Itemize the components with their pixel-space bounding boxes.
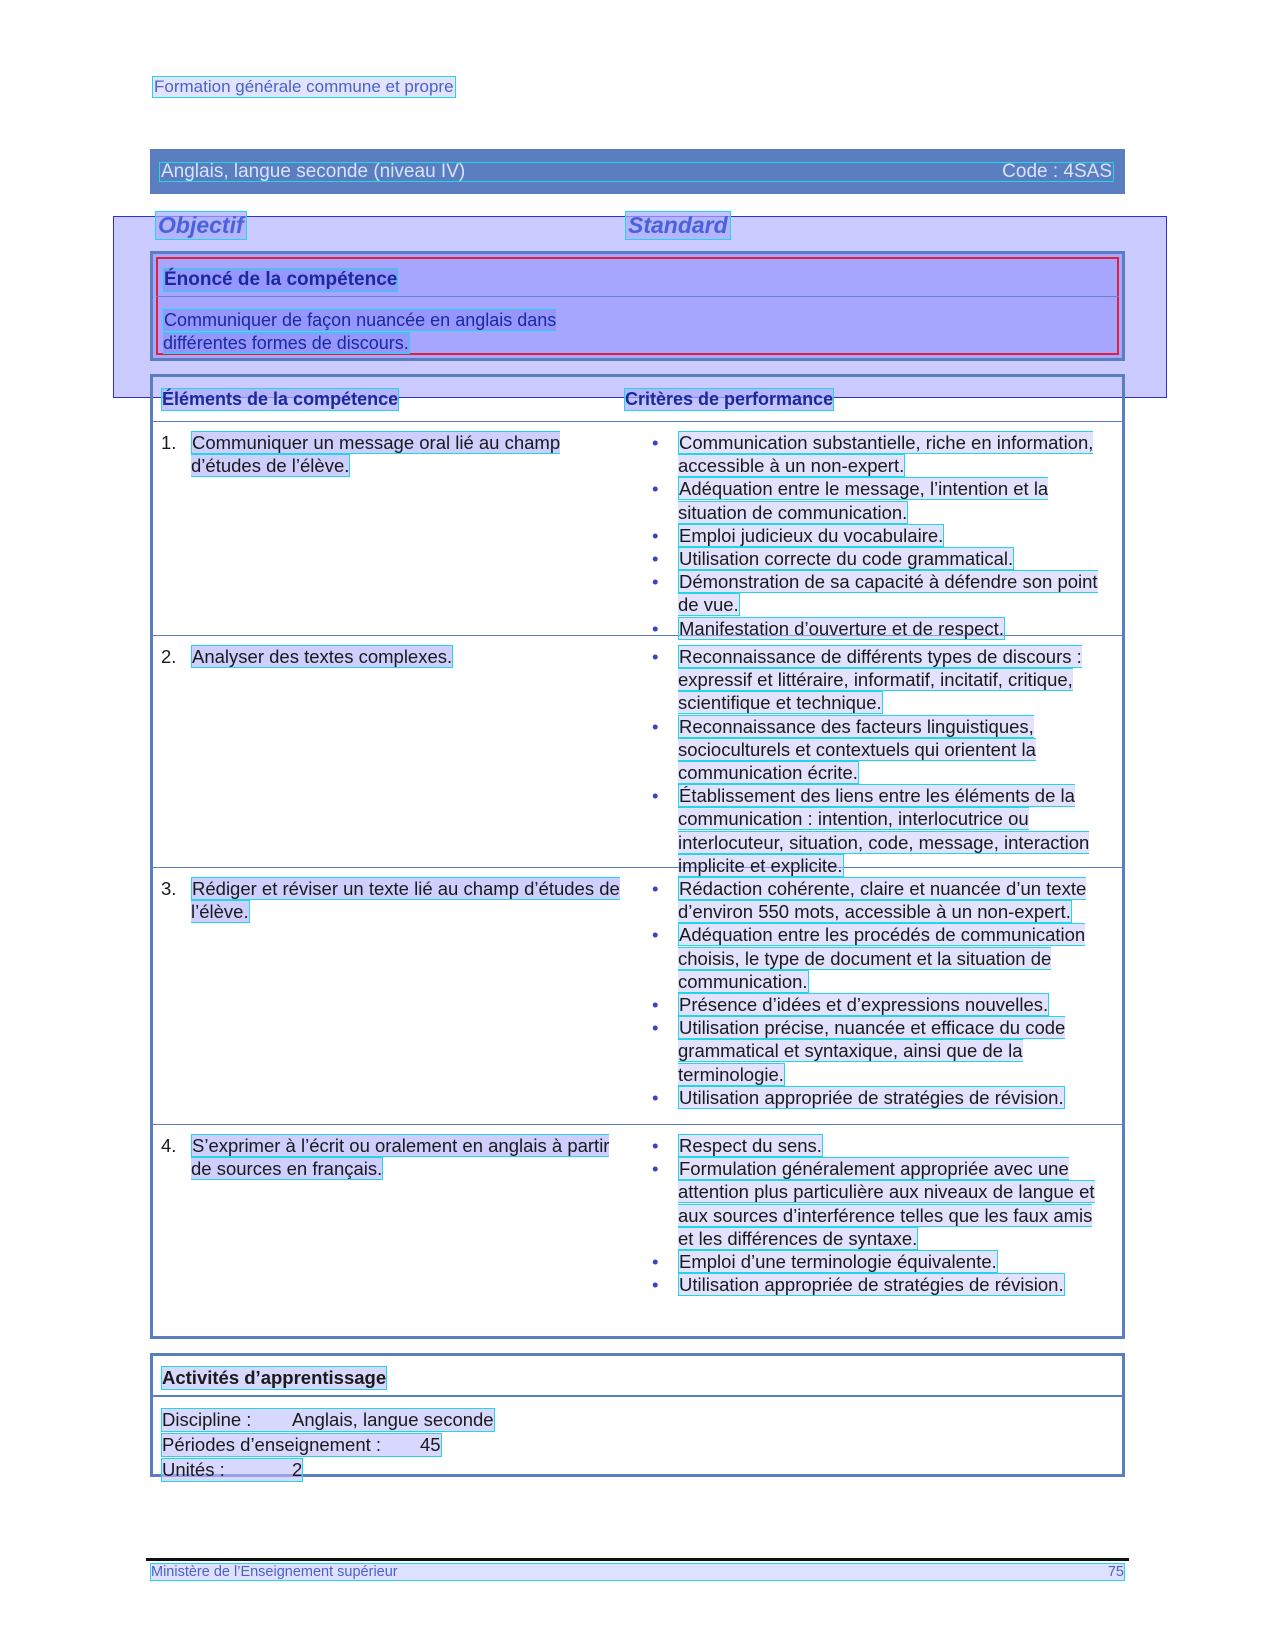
list-item: • Reconnaissance de différents types de discours : expressif et littéraire, informatif, incitatif, critique, scientifique et technique. <box>648 645 1108 715</box>
footer-ministry: Ministère de l’Enseignement supérieur <box>151 1564 398 1580</box>
list-item: • Utilisation correcte du code grammatical. <box>648 547 1108 570</box>
enonce-text: Communiquer de façon nuancée en anglais dans différentes formes de discours. <box>163 310 557 353</box>
list-item: • Formulation généralement appropriée avec une attention plus particulière aux niveaux de langue et aux sources d’interférence telles que les faux amis et les différences de syntaxe. <box>648 1157 1108 1250</box>
element-3: 3. Rédiger et réviser un texte lié au champ d’études de l’élève. <box>161 878 620 922</box>
element-2: 2. Analyser des textes complexes. <box>161 646 453 667</box>
course-code: Code : 4SAS <box>1002 161 1112 182</box>
list-item: • Présence d’idées et d’expressions nouvelles. <box>648 993 1108 1016</box>
table-row <box>153 867 1122 1125</box>
table-row <box>153 421 1122 639</box>
table-header <box>153 377 1122 422</box>
criteria-list-4 <box>648 1134 1108 1296</box>
criteria-list-3 <box>648 877 1108 1109</box>
page-number: 75 <box>1107 1564 1124 1580</box>
list-item: • Reconnaissance des facteurs linguistiques, socioculturels et contextuels qui orientent la communication écrite. <box>648 715 1108 785</box>
activities-title: Activités d’apprentissage <box>162 1367 387 1388</box>
list-item: • Rédaction cohérente, claire et nuancée d’un texte d’environ 550 mots, accessible à un non-expert. <box>648 877 1108 923</box>
criteres-header: Critères de performance <box>625 389 834 409</box>
list-item: • Adéquation entre les procédés de communication choisis, le type de document et la situation de communication. <box>648 923 1108 993</box>
elements-header: Éléments de la compétence <box>162 389 399 409</box>
list-item: • Utilisation précise, nuancée et efficace du code grammatical et syntaxique, ainsi que de la terminologie. <box>648 1016 1108 1086</box>
course-title: Anglais, langue seconde (niveau IV) <box>161 161 466 182</box>
page-footer <box>150 1563 1125 1581</box>
list-item: • Adéquation entre le message, l’intention et la situation de communication. <box>648 477 1108 523</box>
activities-box <box>150 1353 1125 1480</box>
competence-table <box>150 374 1125 1339</box>
enonce-title: Énoncé de la compétence <box>164 269 398 290</box>
table-row <box>153 1124 1122 1336</box>
list-item: • Démonstration de sa capacité à défendre son point de vue. <box>648 570 1108 616</box>
course-title-bar <box>150 149 1125 194</box>
list-item: • Communication substantielle, riche en information, accessible à un non-expert. <box>648 431 1108 477</box>
standard-heading: Standard <box>625 211 731 240</box>
objectif-heading: Objectif <box>155 211 247 240</box>
list-item: • Manifestation d’ouverture et de respect. <box>648 617 1108 640</box>
periodes-line: Périodes d’enseignement : 45 <box>162 1434 441 1455</box>
element-1: 1. Communiquer un message oral lié au champ d’études de l’élève. <box>161 432 561 476</box>
list-item: • Établissement des liens entre les éléments de la communication : intention, interlocutrice ou interlocuteur, situation, code, message, interaction implicite et explicite. <box>648 784 1108 877</box>
discipline-line: Discipline : Anglais, langue seconde <box>162 1409 494 1430</box>
list-item: • Respect du sens. <box>648 1134 1108 1157</box>
enonce-box <box>150 251 1125 361</box>
table-row <box>153 635 1122 876</box>
list-item: • Utilisation appropriée de stratégies de révision. <box>648 1273 1108 1296</box>
footer-rule <box>146 1558 1129 1561</box>
list-item: • Emploi judicieux du vocabulaire. <box>648 524 1108 547</box>
running-head: Formation générale commune et propre <box>154 77 454 96</box>
list-item: • Utilisation appropriée de stratégies de révision. <box>648 1086 1108 1109</box>
element-4: 4. S’exprimer à l’écrit ou oralement en anglais à partir de sources en français. <box>161 1135 610 1179</box>
criteria-list-2 <box>648 645 1108 877</box>
list-item: • Emploi d’une terminologie équivalente. <box>648 1250 1108 1273</box>
criteria-list-1 <box>648 431 1108 640</box>
unites-line: Unités : 2 <box>162 1459 303 1480</box>
